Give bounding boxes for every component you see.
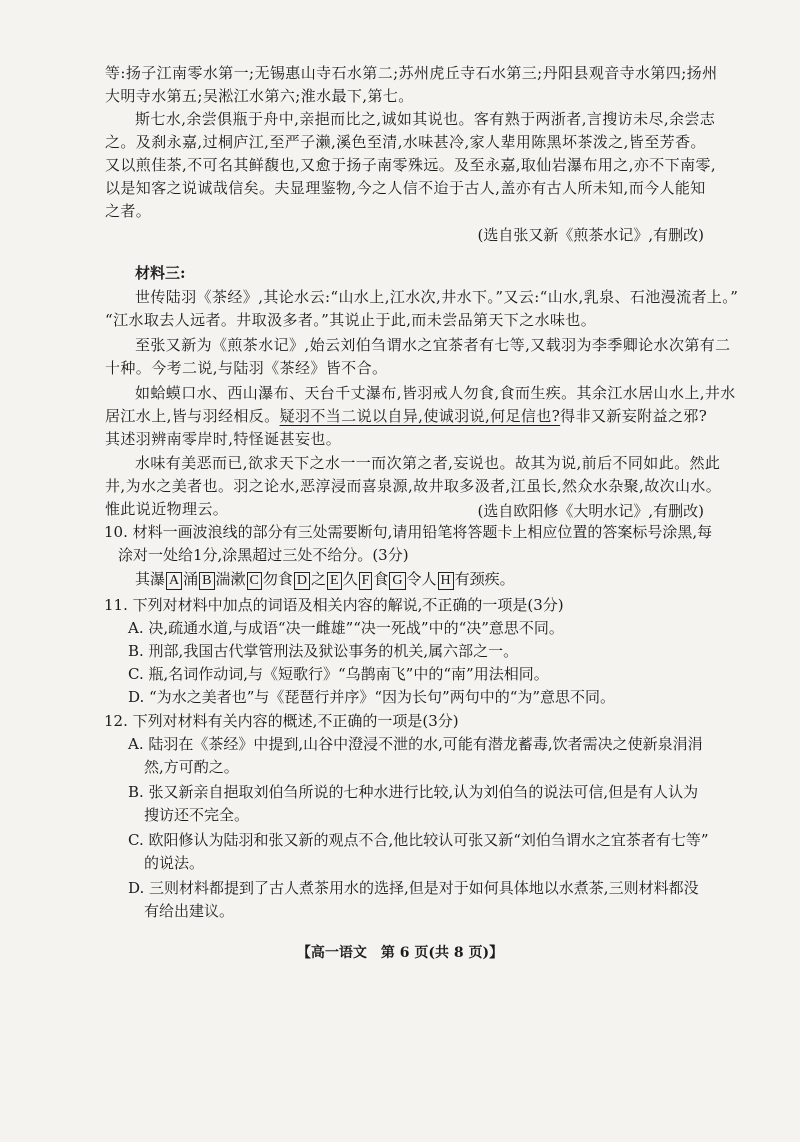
segment: 久 — [342, 570, 358, 588]
answer-mark-c[interactable]: C — [247, 572, 262, 590]
segment: 勿食 — [262, 570, 293, 588]
question-12-stem: 12. 下列对材料有关内容的概述,不正确的一项是(3分) — [104, 712, 459, 730]
option-line: A. 陆羽在《茶经》中提到,山谷中澄浸不泄的水,可能有潜龙蓄毒,饮者需决之使新泉涓涓 — [128, 735, 703, 753]
answer-mark-a[interactable]: A — [166, 572, 182, 590]
page-footer: 【高一语文 第 6 页(共 8 页)】 — [296, 945, 504, 961]
material2-para-1 — [105, 62, 718, 108]
text-line: 又以煎佳茶,不可名其鲜馥也,又愈于扬子南零殊远。及至永嘉,取仙岩瀑布用之,亦不下南零, — [105, 156, 717, 174]
text-line: 水味有美恶而已,欲求天下之水一一而次第之者,妄说也。故其为说,前后不同如此。然此 — [135, 454, 721, 472]
question-11-option-d[interactable]: D. “为水之美者也”与《琵琶行并序》“因为长句”两句中的“为”意思不同。 — [128, 688, 616, 706]
material2-para-2 — [105, 108, 717, 223]
question-11-stem: 11. 下列对材料中加点的词语及相关内容的解说,不正确的一项是(3分) — [104, 596, 564, 614]
option-line: 有给出建议。 — [144, 902, 235, 920]
segment: 涌 — [183, 570, 199, 588]
question-11-option-a[interactable]: A. 决,疏通水道,与成语“决一雌雄”“决一死战”中的“决”意思不同。 — [128, 619, 564, 637]
question-stem-line: 涂对一处给1分,涂黑超过三处不给分。(3分) — [118, 546, 409, 564]
text-line: 如蛤蟆口水、西山瀑布、天台千丈瀑布,皆羽戒人勿食,食而生疾。其余江水居山水上,井水 — [135, 384, 736, 402]
option-line: 搜访还不完全。 — [144, 806, 250, 824]
text-line: 井,为水之美者也。羽之论水,恶淳浸而喜泉源,故井取多汲者,江虽长,然众水杂聚,故次山水。 — [105, 477, 722, 495]
option-line: B. 张又新亲自挹取刘伯刍所说的七种水进行比较,认为刘伯刍的说法可信,但是有人认为 — [128, 783, 699, 801]
segment: 有颈疾。 — [454, 570, 515, 588]
text-line: 以是知客之说诚哉信矣。夫显理鉴物,今之人信不迨于古人,盖亦有古人所未知,而今人能知 — [105, 179, 706, 197]
option-line: D. 三则材料都提到了古人煮茶用水的选择,但是对于如何具体地以水煮茶,三则材料都没 — [128, 879, 699, 897]
segment: 食 — [373, 570, 389, 588]
option-line: C. 欧阳修认为陆羽和张又新的观点不合,他比较认可张又新“刘伯刍谓水之宜茶者有七等” — [128, 831, 709, 849]
text-line: 其述羽辨南零岸时,特怪诞甚妄也。 — [105, 430, 342, 448]
text-line: 大明寺水第五;吴淞江水第六;淮水最下,第七。 — [105, 87, 414, 105]
segment: 其瀑 — [135, 570, 166, 588]
question-11-option-c[interactable]: C. 瓶,名词作动词,与《短歌行》“乌鹊南飞”中的“南”用法相同。 — [128, 665, 549, 683]
text-line: 之。及刹永嘉,过桐庐江,至严子濑,溪色至清,水味甚冷,家人辈用陈黑坏茶泼之,皆至芳香。 — [105, 133, 706, 151]
material3-para-2 — [105, 334, 731, 380]
punctuation-sequence — [135, 568, 737, 591]
answer-mark-d[interactable]: D — [294, 572, 310, 590]
text-segment: 得非又新妄附益之邪? — [560, 407, 708, 425]
underlined-sentence: 疑羽不当二说以自异,使诚羽说,何足信也? — [279, 407, 561, 425]
text-line: 等:扬子江南零水第一;无锡惠山寺石水第二;苏州虎丘寺石水第三;丹阳县观音寺水第四;扬州 — [105, 64, 718, 82]
answer-mark-h[interactable]: H — [438, 572, 454, 590]
question-12-option-a[interactable] — [128, 733, 706, 779]
text-line: 世传陆羽《茶经》,其论水云:“山水上,江水次,井水下。”又云:“山水,乳泉、石池漫流者上。” — [135, 288, 739, 306]
text-line: “江水取去人远者。井取汲多者。”其说止于此,而未尝品第天下之水味也。 — [105, 311, 597, 329]
text-line: 斯七水,余尝俱瓶于舟中,亲挹而比之,诚如其说也。客有熟于两浙者,言搜访未尽,余尝志 — [135, 110, 716, 128]
material3-para-1 — [105, 286, 739, 332]
question-11-option-b[interactable]: B. 刑部,我国古代掌管刑法及狱讼事务的机关,属六部之一。 — [128, 642, 519, 660]
answer-mark-b[interactable]: B — [199, 572, 214, 590]
answer-mark-f[interactable]: F — [359, 572, 373, 590]
question-12-option-c[interactable] — [128, 829, 709, 875]
source-citation-2: (选自欧阳修《大明水记》,有删改) — [477, 502, 704, 520]
segment: 之 — [311, 570, 327, 588]
text-segment: 居江水上,皆与羽经相反。 — [105, 407, 280, 425]
answer-mark-e[interactable]: E — [327, 572, 342, 590]
text-line — [105, 405, 708, 428]
segment: 令人 — [406, 570, 437, 588]
question-10 — [104, 521, 713, 567]
option-line: 的说法。 — [144, 854, 205, 872]
material3-para-3 — [105, 382, 736, 451]
question-stem-line: 10. 材料一画波浪线的部分有三处需要断句,请用铅笔将答题卡上相应位置的答案标号涂黑,每 — [104, 523, 713, 541]
option-line: 然,方可酌之。 — [144, 758, 239, 776]
question-12-option-b[interactable] — [128, 781, 706, 827]
segment: 湍漱 — [215, 570, 246, 588]
text-line: 十种。今考二说,与陆羽《茶经》皆不合。 — [105, 359, 388, 377]
text-line: 之者。 — [105, 202, 152, 220]
question-12-option-d[interactable] — [128, 877, 706, 923]
source-citation-1: (选自张又新《煎茶水记》,有删改) — [477, 226, 704, 244]
material3-heading: 材料三: — [135, 264, 186, 282]
text-line: 惟此说近物理云。 — [105, 500, 229, 518]
text-line: 至张又新为《煎茶水记》,始云刘伯刍谓水之宜茶者有七等,又载羽为李季卿论水次第有二 — [135, 336, 731, 354]
answer-mark-g[interactable]: G — [389, 572, 405, 590]
